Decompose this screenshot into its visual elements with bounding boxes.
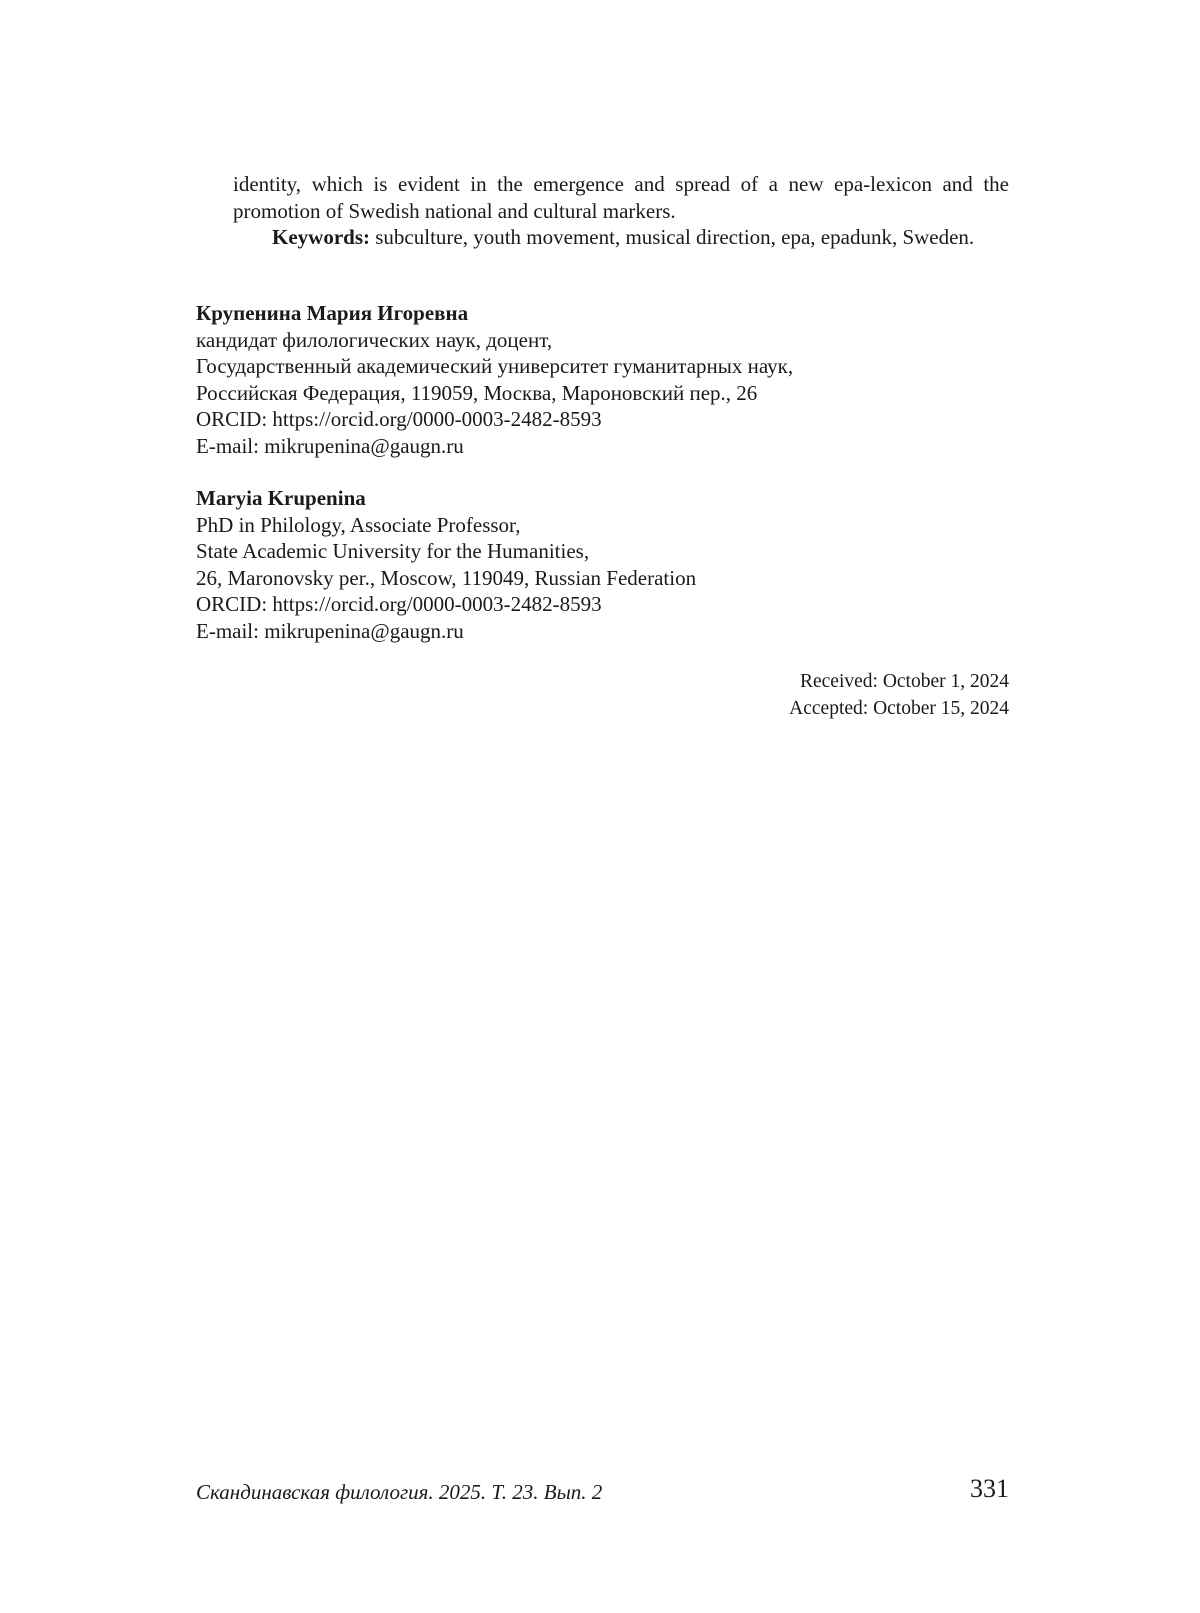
author-affiliation: Государственный академический университет гуманитарных наук, [196,354,794,378]
author-affiliation: State Academic University for the Humanities, [196,539,590,563]
author-degree: кандидат филологических наук, доцент, [196,327,553,352]
accepted-date: Accepted: October 15, 2024 [789,697,1009,719]
received-date: Received: October 1, 2024 [799,671,1009,692]
abstract-line: identity, which is evident in the emergence and spread of a new epa-lexicon and the [233,172,1009,196]
author-orcid: ORCID: https://orcid.org/0000-0003-2482-8593 [196,592,602,616]
author-name: Крупенина Мария Игоревна [196,301,469,325]
keywords [233,224,1009,251]
author-orcid: ORCID: https://orcid.org/0000-0003-2482-8593 [196,407,602,431]
author-info-russian [196,300,793,459]
abstract-continuation [233,171,1009,251]
keywords-text: subculture, youth movement, musical direction, epa, epadunk, Sweden. [370,225,975,249]
author-degree: PhD in Philology, Associate Professor, [196,512,521,537]
article-dates [789,669,1009,722]
abstract-line: promotion of Swedish national and cultural markers. [233,198,676,223]
page-number: 331 [970,1474,1009,1503]
keywords-label: Keywords: [272,225,370,249]
author-info-english [196,485,696,644]
author-email: E-mail: mikrupenina@gaugn.ru [196,618,464,643]
author-name: Maryia Krupenina [196,486,366,510]
author-email: E-mail: mikrupenina@gaugn.ru [196,433,464,458]
author-address: Российская Федерация, 119059, Москва, Мароновский пер., 26 [196,380,758,405]
journal-running-footer: Скандинавская филология. 2025. Т. 23. Вып. 2 [196,1480,603,1504]
author-address: 26, Maronovsky per., Moscow, 119049, Russian Federation [196,565,697,590]
